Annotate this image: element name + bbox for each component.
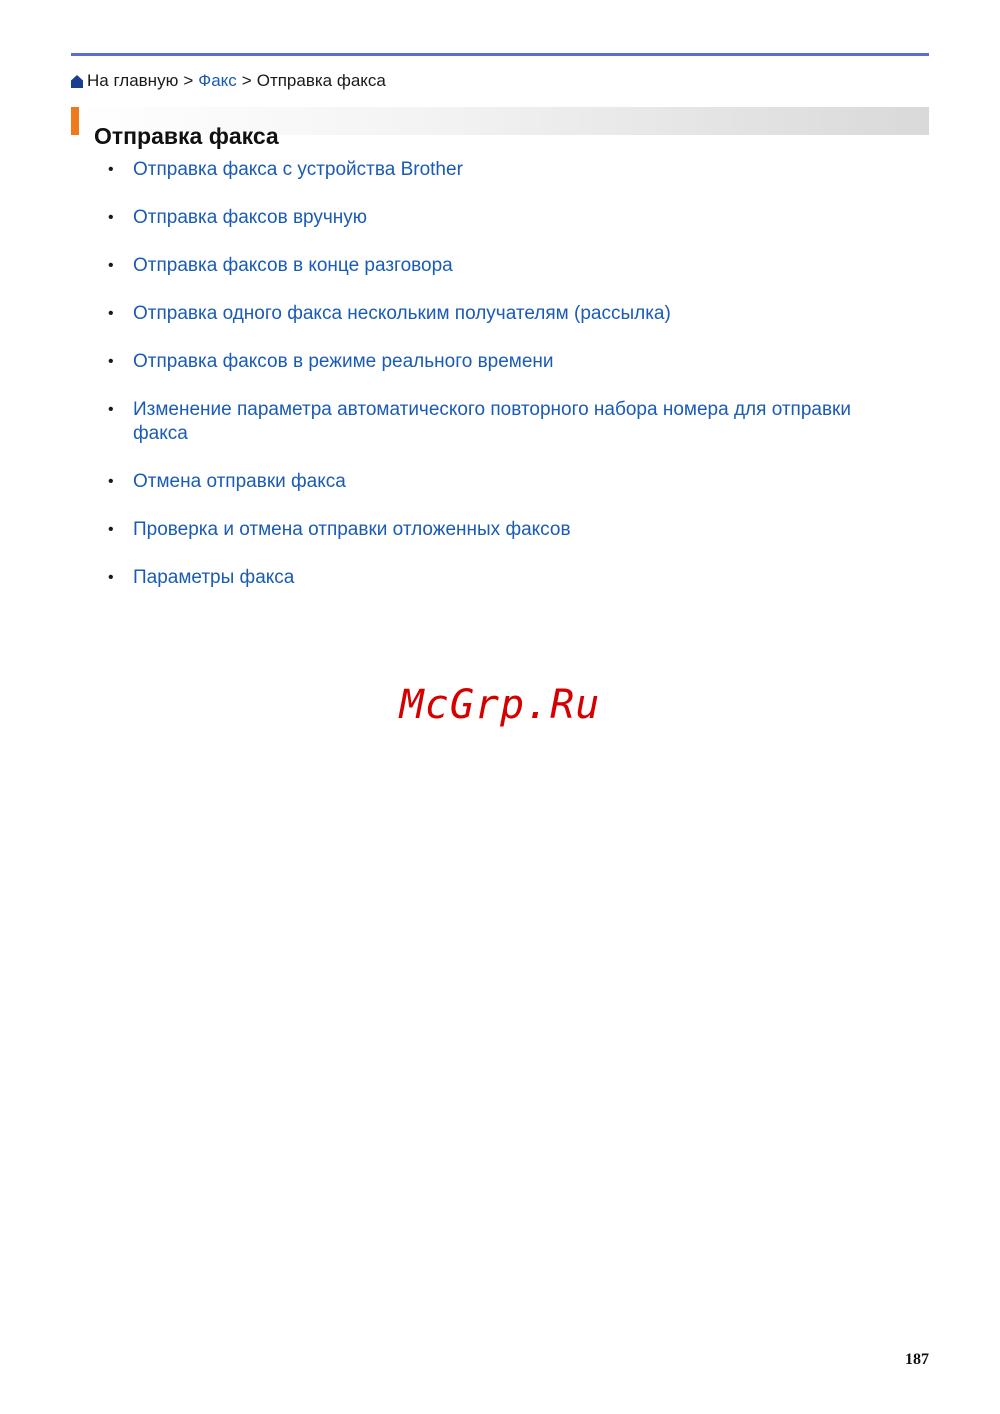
list-item [108, 158, 908, 182]
topic-link-real-time[interactable]: Отправка факсов в режиме реального времени [133, 351, 554, 372]
topic-link-cancel-send[interactable]: Отмена отправки факса [133, 471, 346, 492]
topic-link-delayed-faxes[interactable]: Проверка и отмена отправки отложенных факсов [133, 519, 571, 540]
breadcrumb-fax-link[interactable]: Факс [198, 71, 237, 90]
watermark: McGrp.Ru [399, 682, 601, 728]
breadcrumb-separator: > [183, 71, 194, 90]
topic-link-fax-options[interactable]: Параметры факса [133, 567, 295, 588]
title-accent-marker [71, 107, 79, 135]
topic-link-broadcast[interactable]: Отправка одного факса нескольким получателям (рассылка) [133, 303, 671, 324]
topic-link-send-end-of-call[interactable]: Отправка факсов в конце разговора [133, 255, 453, 276]
bullet: • [108, 569, 114, 586]
list-item [108, 254, 908, 278]
list-item [108, 566, 908, 590]
breadcrumb-separator: > [241, 71, 252, 90]
bullet: • [108, 257, 114, 274]
topic-link-auto-redial[interactable]: Изменение параметра автоматического повторного набора номера для отправки факса [133, 399, 851, 444]
page-number: 187 [905, 1351, 929, 1368]
topic-list [108, 158, 908, 614]
breadcrumb [71, 71, 386, 91]
bullet: • [108, 473, 114, 490]
bullet: • [108, 401, 114, 418]
list-item [108, 350, 908, 374]
bullet: • [108, 209, 114, 226]
bullet: • [108, 353, 114, 370]
topic-link-send-from-brother[interactable]: Отправка факса с устройства Brother [133, 159, 463, 180]
page-title: Отправка факса [94, 123, 279, 150]
breadcrumb-home-link[interactable]: На главную [87, 71, 179, 90]
topic-link-manual-send[interactable]: Отправка факсов вручную [133, 207, 368, 228]
list-item [108, 470, 908, 494]
bullet: • [108, 305, 114, 322]
title-bar [71, 107, 929, 150]
list-item [108, 518, 908, 542]
home-icon[interactable] [71, 75, 83, 88]
list-item [108, 398, 908, 446]
list-item [108, 302, 908, 326]
bullet: • [108, 521, 114, 538]
bullet: • [108, 161, 114, 178]
header-rule [71, 53, 929, 56]
breadcrumb-current: Отправка факса [256, 71, 386, 90]
list-item [108, 206, 908, 230]
